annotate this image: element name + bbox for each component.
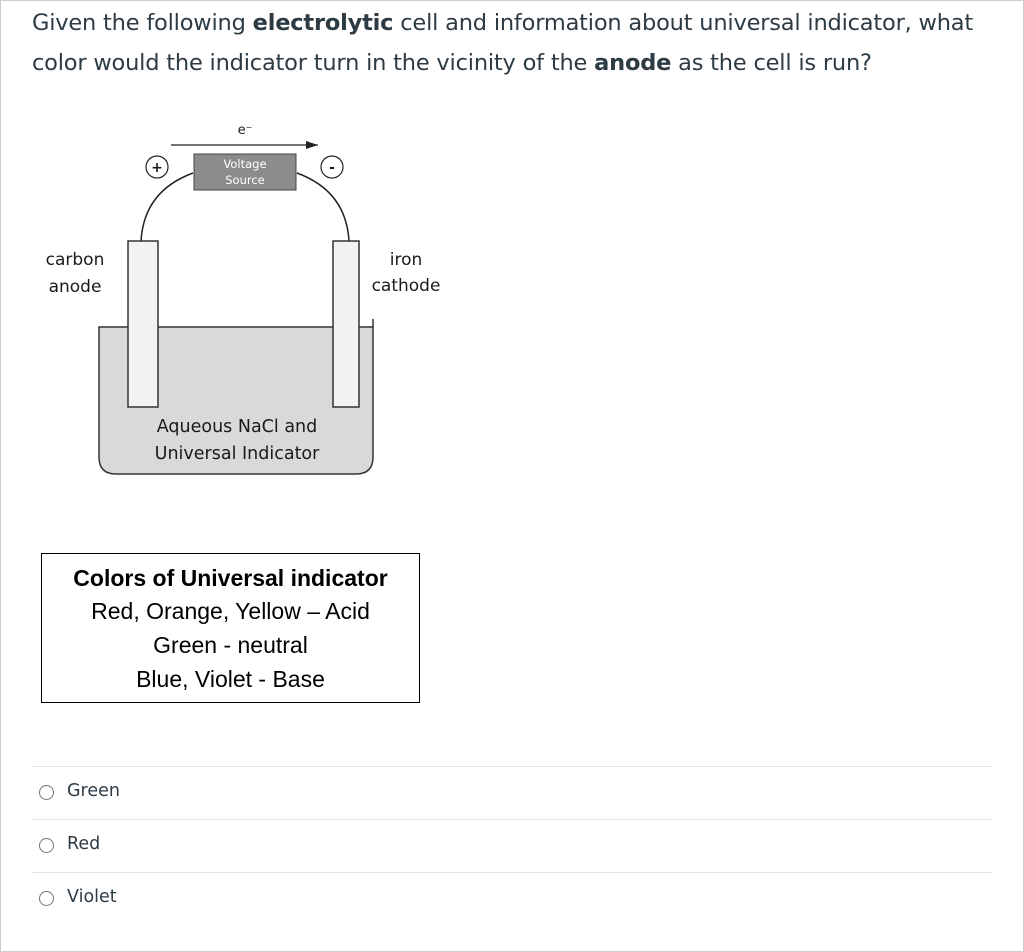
indicator-legend-box — [41, 553, 420, 703]
anode-wire — [141, 173, 193, 241]
question-text-part: Given the following — [32, 10, 253, 36]
solution-label-line2: Universal Indicator — [154, 444, 320, 464]
radio-button-icon[interactable] — [39, 838, 54, 853]
answer-option-green[interactable] — [32, 766, 992, 819]
electron-label: e⁻ — [237, 123, 253, 138]
voltage-source-label-line2: Source — [225, 173, 265, 187]
solution-label-line1: Aqueous NaCl and — [156, 417, 318, 437]
question-text-part: cell and information about universal indicator, what color would the indicator turn in the vicinity of the — [32, 10, 974, 76]
answer-option-violet[interactable] — [32, 872, 992, 925]
question-emphasis-electrolytic: electrolytic — [252, 10, 394, 36]
voltage-source-label-line1: Voltage — [223, 157, 267, 171]
question-emphasis-anode: anode — [594, 50, 672, 76]
legend-title: Colors of Universal indicator — [73, 565, 388, 591]
electrolytic-cell-diagram — [1, 101, 471, 481]
legend-neutral-line: Green - neutral — [153, 632, 308, 658]
radio-button-icon[interactable] — [39, 891, 54, 906]
plus-sign: + — [151, 160, 163, 176]
carbon-anode-electrode — [128, 241, 158, 407]
answer-label: Green — [67, 781, 120, 801]
iron-cathode-electrode — [333, 241, 359, 407]
anode-label-line1: carbon — [45, 250, 105, 270]
answer-option-red[interactable] — [32, 819, 992, 872]
answer-label: Violet — [67, 887, 117, 907]
arrow-head-icon — [306, 141, 318, 149]
cathode-label-line2: cathode — [371, 276, 441, 296]
cathode-label-line1: iron — [389, 250, 423, 270]
question-text-part: as the cell is run? — [671, 50, 872, 76]
question-text — [32, 3, 1002, 83]
legend-acid-line: Red, Orange, Yellow – Acid — [91, 598, 370, 624]
anode-label-line2: anode — [48, 277, 102, 297]
minus-sign: - — [329, 160, 335, 176]
radio-button-icon[interactable] — [39, 785, 54, 800]
answer-list — [32, 766, 992, 925]
answer-label: Red — [67, 834, 101, 854]
legend-base-line: Blue, Violet - Base — [136, 666, 325, 692]
cathode-wire — [297, 173, 349, 241]
